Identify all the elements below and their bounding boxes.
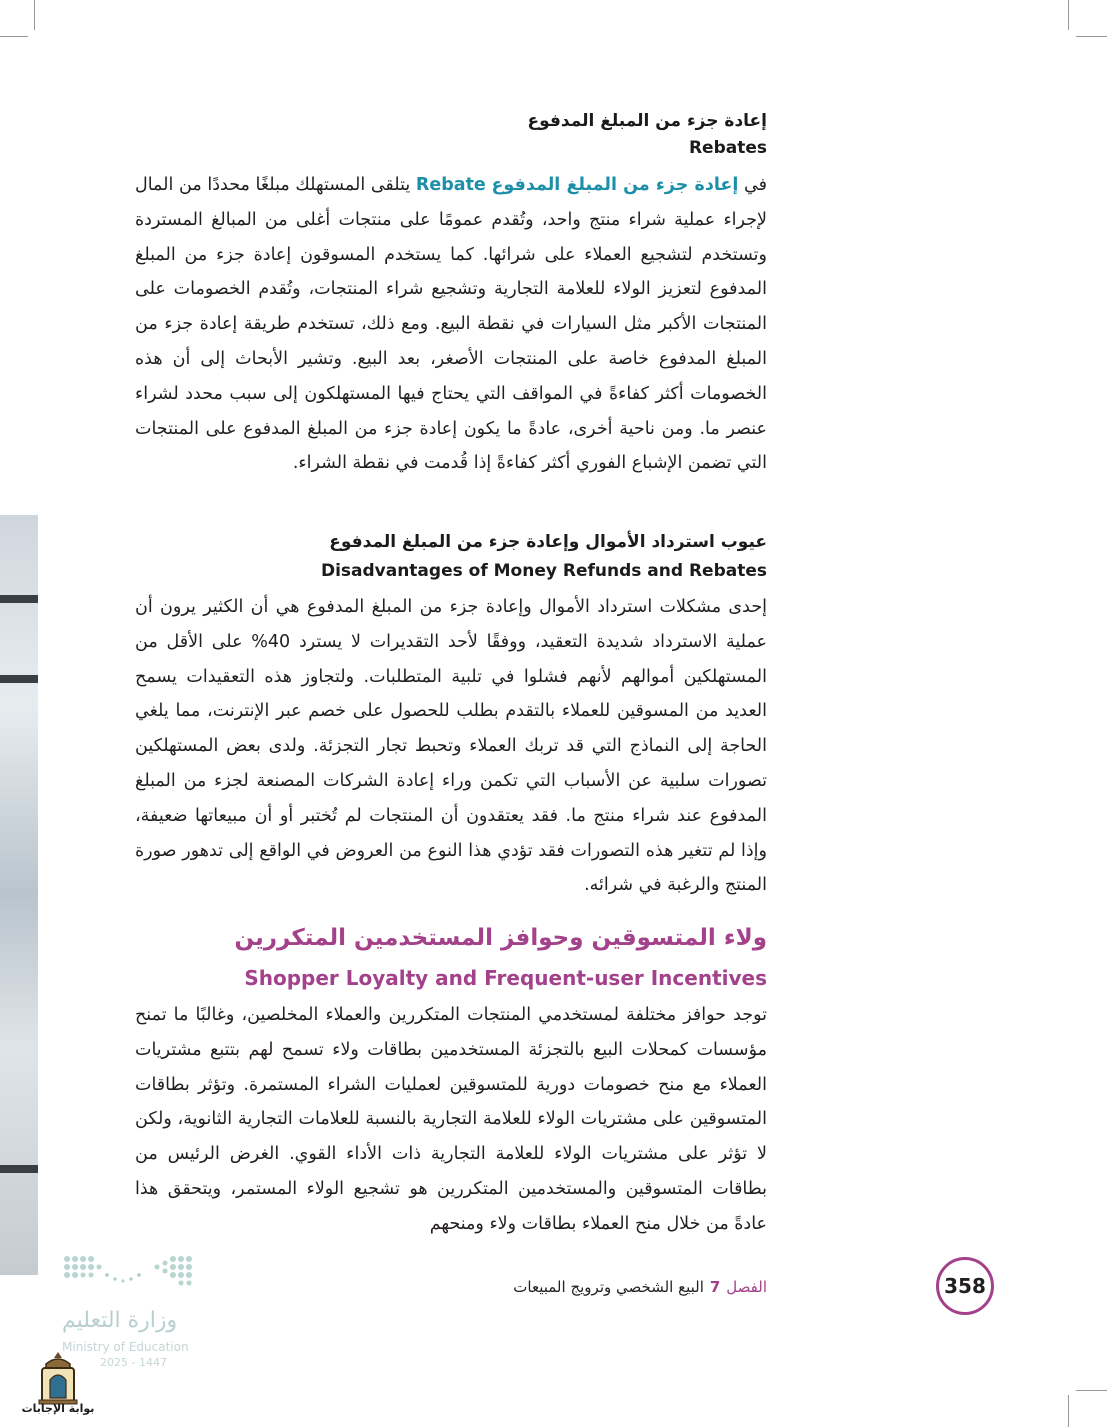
- ministry-year: 2025 - 1447: [100, 1356, 167, 1369]
- heading-loyalty-en: Shopper Loyalty and Frequent-user Incentives: [244, 966, 767, 990]
- paragraph-lead: في: [744, 175, 767, 195]
- heading-rebates-ar: إعادة جزء من المبلغ المدفوع: [527, 111, 767, 131]
- chapter-label: الفصل: [726, 1278, 767, 1296]
- ministry-name-ar: وزارة التعليم: [62, 1308, 178, 1333]
- heading-rebates-en: Rebates: [688, 138, 767, 158]
- portal-name: بوابة الإجابات: [21, 1402, 95, 1415]
- term-rebate-ar: إعادة جزء من المبلغ المدفوع: [491, 175, 739, 195]
- crop-mark: [1076, 1390, 1107, 1391]
- crop-mark: [0, 36, 28, 37]
- paragraph-body: يتلقى المستهلك مبلغًا محددًا من المال لإجراء عملية شراء منتج واحد، وتُقدم عمومًا على منتجات أغلى من المبالغ المستردة وتستخدم لتشجيع العملاء على شرائها. كما يستخدم المسوقون إعادة جزء من المبلغ المدفوع لتعزيز الولاء للعلامة التجارية وتشجيع شراء المنتجات، وتُقدم الخصومات على المنتجات الأكبر مثل السيارات في نقطة البيع. ومع ذلك، تستخدم طريقة إعادة جزء من المبلغ المدفوع خاصة على المنتجات الأصغر، بعد البيع. وتشير الأبحاث إلى أن هذه الخصومات أكثر كفاءةً في المواقف التي يحتاج فيها المستهلكون إلى سبب محدد لشراء عنصر ما. ومن ناحية أخرى، عادةً ما يكون إعادة جزء من المبلغ المدفوع على المنتجات التي تضمن الإشباع الفوري أكثر كفاءةً إذا قُدمت في نقطة الشراء.: [135, 175, 767, 474]
- chapter-footer: [513, 1278, 767, 1296]
- heading-disadvantages-en: Disadvantages of Money Refunds and Rebates: [320, 561, 767, 581]
- ministry-dots-logo: [62, 1253, 197, 1293]
- heading-disadvantages-ar: عيوب استرداد الأموال وإعادة جزء من المبلغ المدفوع: [329, 532, 767, 552]
- paragraph-loyalty: توجد حوافز مختلفة لمستخدمي المنتجات المتكررين والعملاء المخلصين، وغالبًا ما تمنح مؤسسات كمحلات البيع بالتجزئة المستخدمين بطاقات ولاء تسمح لهم بتتبع مشتريات العملاء مع منح خصومات دورية للمتسوقين لعمليات الشراء المستمرة. وتؤثر بطاقات المتسوقين على مشتريات الولاء للعلامة التجارية بالنسبة للعلامات التجارية الثانوية، ولكن لا تؤثر على مشتريات الولاء للعلامة التجارية ذات الأداء القوي. الغرض الرئيس من بطاقات المتسوقين والمستخدمين المتكررين هو تشجيع الولاء المستمر، ويتحقق هذا عادةً من خلال منح العملاء بطاقات ولاء ومنحهم: [135, 1005, 767, 1234]
- term-rebate-en: Rebate: [415, 175, 486, 195]
- ministry-name-en: Ministry of Education: [62, 1340, 189, 1354]
- paragraph-disadvantages: إحدى مشكلات استرداد الأموال وإعادة جزء من المبلغ المدفوع هي أن الكثير يرون أن عملية الاسترداد شديدة التعقيد، ووفقًا لأحد التقديرات لا يسترد 40% على الأقل من المستهلكين أموالهم لأنهم فشلوا في تلبية المتطلبات. ولتجاوز هذه التعقيدات يسمح العديد من المسوقين للعملاء بالتقدم بطلب للحصول على خصم عبر الإنترنت، مما يلغي الحاجة إلى النماذج التي قد تربك العملاء وتحبط تجار التجزئة. ولدى بعض المستهلكين تصورات سلبية عن الأسباب التي تكمن وراء إعادة الشركات المصنعة لجزء من المبلغ المدفوع عند شراء منتج ما. فقد يعتقدون أن المنتجات لم تُختبر أو أن مبيعاتها ضعيفة، وإذا لم تتغير هذه التصورات فقد تؤدي هذا النوع من العروض في الواقع إلى تدهور صورة المنتج والرغبة في شرائه.: [135, 597, 767, 896]
- crop-mark: [1076, 36, 1107, 37]
- crop-mark: [1068, 1395, 1069, 1427]
- chapter-number: 7: [709, 1278, 721, 1296]
- page-number: 358: [936, 1257, 994, 1315]
- heading-loyalty-ar: ولاء المتسوقين وحوافز المستخدمين المتكررين: [234, 925, 767, 951]
- crop-mark: [34, 0, 35, 30]
- chapter-title: البيع الشخصي وترويج المبيعات: [513, 1278, 704, 1296]
- crop-mark: [1068, 0, 1069, 30]
- paragraph-rebates: [135, 168, 767, 481]
- side-image-strip: [0, 515, 38, 1275]
